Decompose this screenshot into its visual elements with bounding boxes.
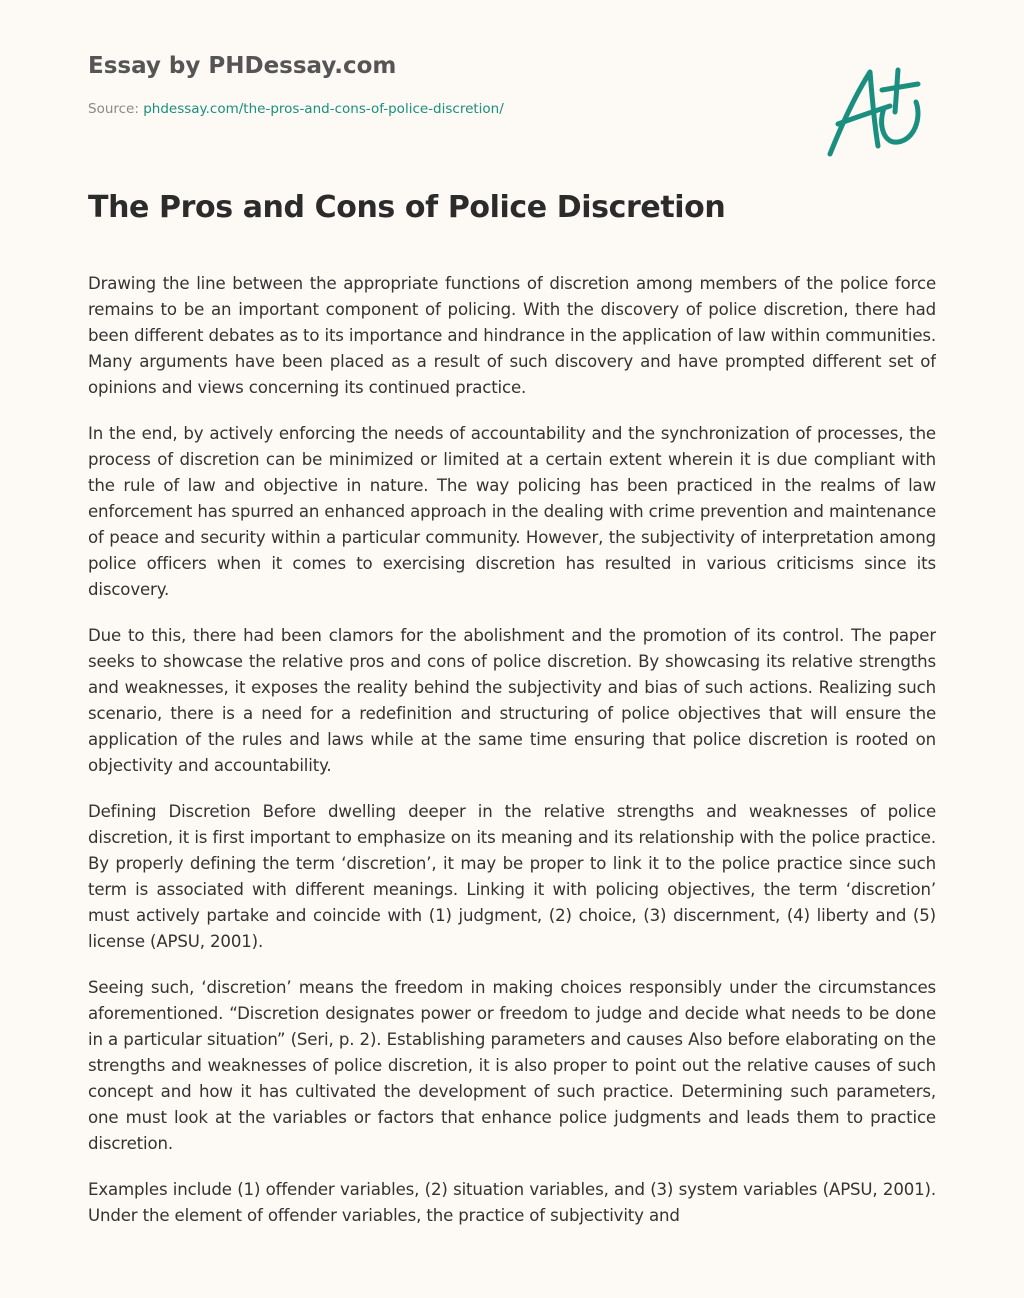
paragraph: In the end, by actively enforcing the needs of accountability and the synchronization of processes, the process of discretion can be minimized or limited at a certain extent wherein it is due compliant with the rule of law and objective in nature. The way policing has been practiced in the realms of law enforcement has spurred an enhanced approach in the dealing with crime prevention and maintenance of peace and security within a particular community. However, the subjectivity of interpretation among police officers when it comes to exercising discretion has resulted in various criticisms since its discovery. (88, 424, 936, 599)
essay-body (88, 271, 936, 1251)
source-link[interactable]: phdessay.com/the-pros-and-cons-of-police-discretion/ (143, 101, 504, 117)
paragraph: Seeing such, ‘discretion’ means the freedom in making choices responsibly under the circumstances aforementioned. “Discretion designates power or freedom to judge and decide what needs to be done in a particular situation” (Seri, p. 2). Establishing parameters and causes Also before elaborating on the strengths and weaknesses of police discretion, it is also proper to point out the relative causes of such concept and how it has cultivated the development of such practice. Determining such parameters, one must look at the variables or factors that enhance police judgments and leads them to practice discretion. (88, 978, 936, 1153)
essay-title: The Pros and Cons of Police Discretion (88, 190, 726, 225)
a-plus-icon (818, 62, 930, 162)
page-header (88, 50, 788, 118)
source-line (88, 100, 788, 118)
paragraph: Due to this, there had been clamors for the abolishment and the promotion of its control. The paper seeks to showcase the relative pros and cons of police discretion. By showcasing its relative strengths and weaknesses, it exposes the reality behind the subjectivity and bias of such actions. Realizing such scenario, there is a need for a redefinition and structuring of police objectives that will ensure the application of the rules and laws while at the same time ensuring that police discretion is rooted on objectivity and accountability. (88, 626, 936, 775)
paragraph: Examples include (1) offender variables, (2) situation variables, and (3) system variables (APSU, 2001). Under the element of offender variables, the practice of subjectivity and (88, 1180, 936, 1225)
paragraph: Drawing the line between the appropriate functions of discretion among members of the police force remains to be an important component of policing. With the discovery of police discretion, there had been different debates as to its importance and hindrance in the application of law within communities. Many arguments have been placed as a result of such discovery and have prompted different set of opinions and views concerning its continued practice. (88, 274, 936, 397)
site-brand[interactable]: Essay by PHDessay.com (88, 53, 397, 79)
paragraph: Defining Discretion Before dwelling deeper in the relative strengths and weaknesses of police discretion, it is first important to emphasize on its meaning and its relationship with the police practice. By properly defining the term ‘discretion’, it may be proper to link it to the police practice since such term is associated with different meanings. Linking it with policing objectives, the term ‘discretion’ must actively partake and coincide with (1) judgment, (2) choice, (3) discernment, (4) liberty and (5) license (APSU, 2001). (88, 802, 936, 951)
source-label: Source: (88, 101, 139, 117)
